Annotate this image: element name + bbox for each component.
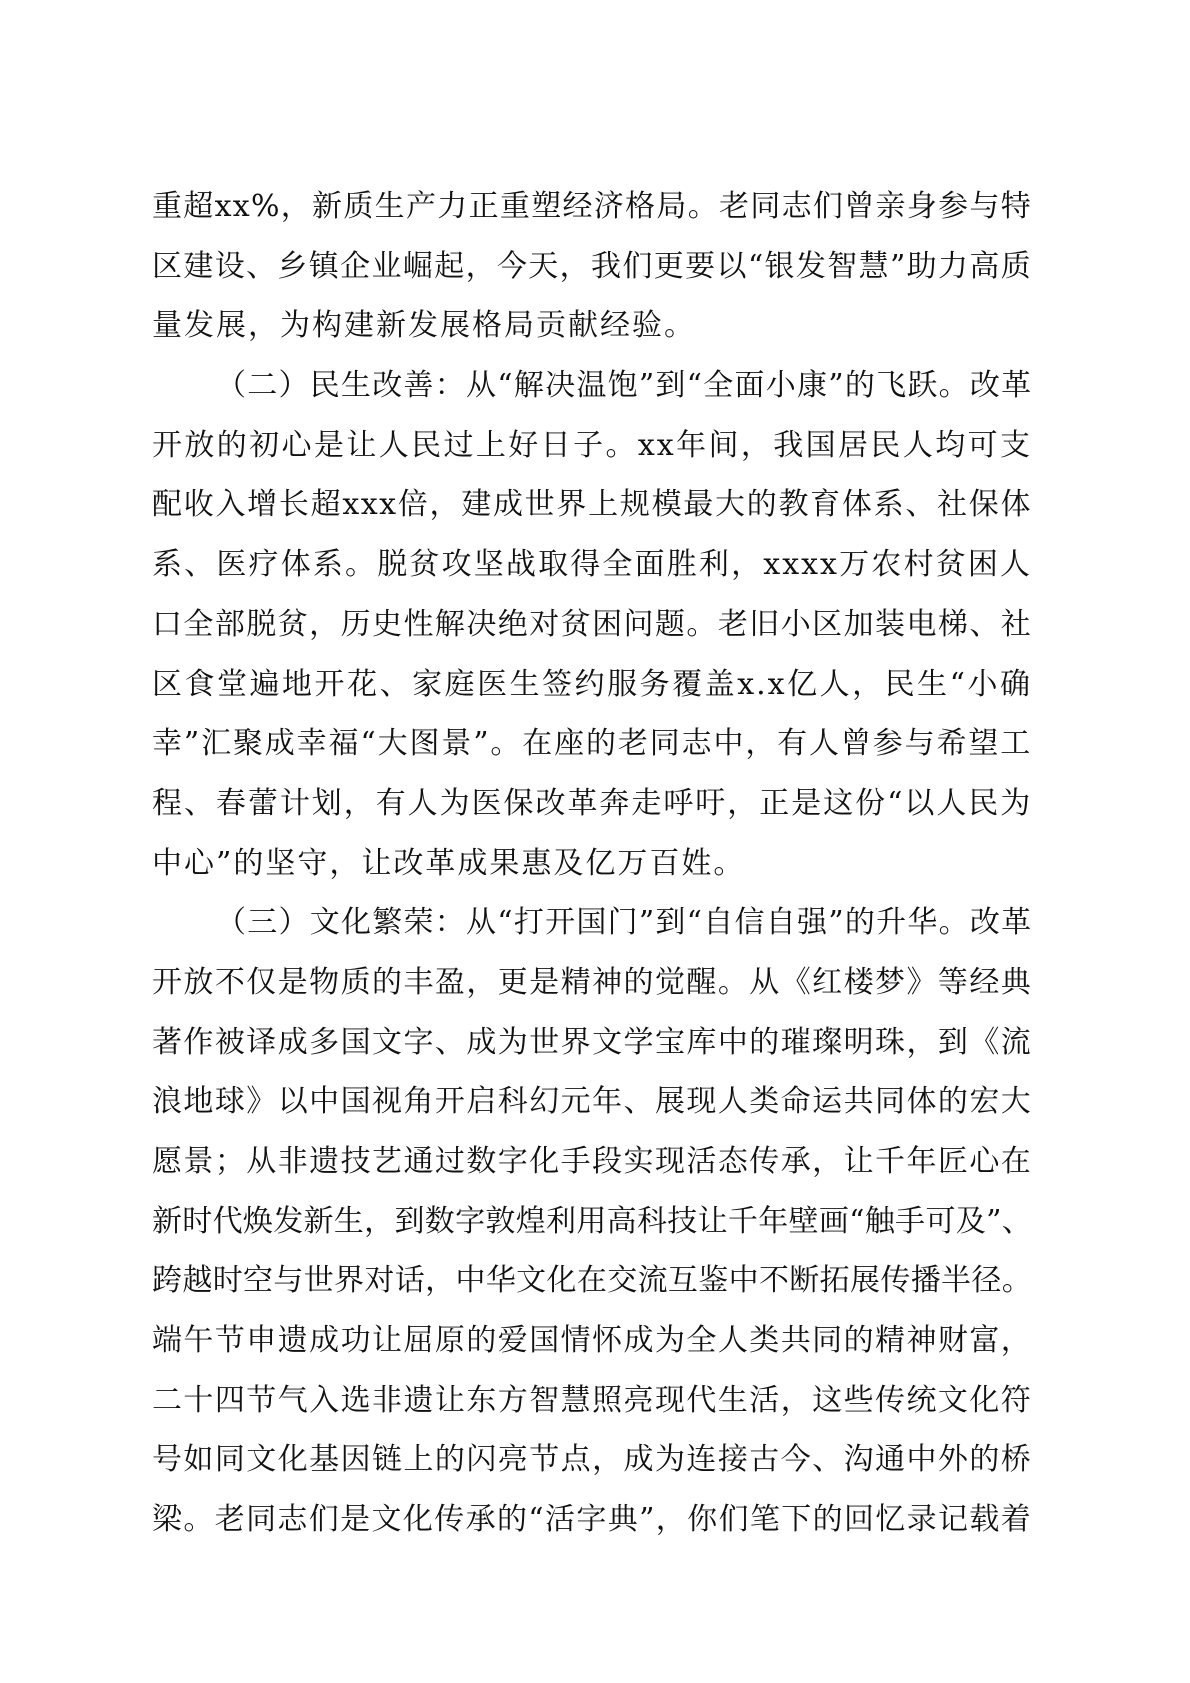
body-line: 口全部脱贫，历史性解决绝对贫困问题。老旧小区加装电梯、社 — [152, 606, 1032, 642]
body-line: 梁。老同志们是文化传承的“活字典”，你们笔下的回忆录记载着 — [152, 1502, 1032, 1538]
body-line: 号如同文化基因链上的闪亮节点，成为连接古今、沟通中外的桥 — [152, 1442, 1032, 1478]
body-line: 配收入增长超xxx倍，建成世界上规模最大的教育体系、社保体 — [152, 487, 1032, 523]
body-line: 重超xx%，新质生产力正重塑经济格局。老同志们曾亲身参与特 — [152, 189, 1032, 224]
body-line: 浪地球》以中国视角开启科幻元年、展现人类命运共同体的宏大 — [152, 1084, 1032, 1120]
body-line: 幸”汇聚成幸福“大图景”。在座的老同志中，有人曾参与希望工 — [152, 726, 1032, 762]
section-heading-line: （二）民生改善：从“解决温饱”到“全面小康”的飞跃。改革 — [216, 368, 1033, 404]
body-line: 区建设、乡镇企业崛起，今天，我们更要以“银发智慧”助力高质 — [152, 248, 1032, 284]
body-line: 程、春蕾计划，有人为医保改革奔走呼吁，正是这份“以人民为 — [152, 785, 1032, 821]
body-line: 区食堂遍地开花、家庭医生签约服务覆盖x.x亿人，民生“小确 — [152, 666, 1032, 702]
body-line: 开放的初心是让人民过上好日子。xx年间，我国居民人均可支 — [152, 427, 1032, 463]
body-line: 量发展，为构建新发展格局贡献经验。 — [152, 308, 696, 344]
document-body — [152, 177, 1032, 1550]
body-line: 开放不仅是物质的丰盈，更是精神的觉醒。从《红楼梦》等经典 — [152, 964, 1032, 1000]
body-line: 二十四节气入选非遗让东方智慧照亮现代生活，这些传统文化符 — [152, 1382, 1032, 1418]
body-line: 系、医疗体系。脱贫攻坚战取得全面胜利，xxxx万农村贫困人 — [152, 547, 1032, 583]
body-line: 著作被译成多国文字、成为世界文学宝库中的璀璨明珠，到《流 — [152, 1024, 1032, 1060]
body-line: 端午节申遗成功让屈原的爱国情怀成为全人类共同的精神财富， — [152, 1323, 1032, 1359]
body-line: 新时代焕发新生，到数字敦煌利用高科技让千年壁画“触手可及”、 — [152, 1203, 1032, 1239]
body-line: 愿景；从非遗技艺通过数字化手段实现活态传承，让千年匠心在 — [152, 1144, 1032, 1179]
body-line: 中心”的坚守，让改革成果惠及亿万百姓。 — [152, 845, 746, 881]
body-line: 跨越时空与世界对话，中华文化在交流互鉴中不断拓展传播半径。 — [152, 1263, 1032, 1299]
section-heading-line: （三）文化繁荣：从“打开国门”到“自信自强”的升华。改革 — [216, 905, 1033, 941]
